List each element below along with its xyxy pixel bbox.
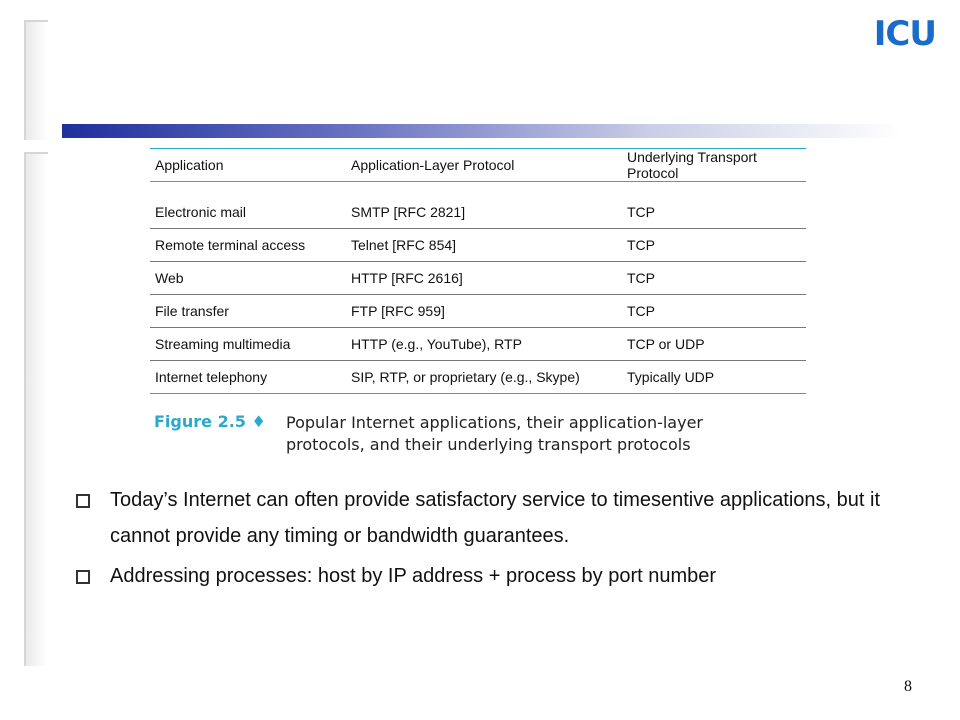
cell-app-protocol: SIP, RTP, or proprietary (e.g., Skype) <box>351 369 580 385</box>
table-row <box>150 262 806 295</box>
table-row <box>150 361 806 394</box>
cell-transport: TCP or UDP <box>627 336 705 352</box>
table-header <box>150 148 806 182</box>
header-application: Application <box>155 157 224 173</box>
bullet-list <box>76 486 896 602</box>
cell-app-protocol: FTP [RFC 959] <box>351 303 445 319</box>
bullet-item <box>76 562 896 594</box>
cell-app-protocol: HTTP (e.g., YouTube), RTP <box>351 336 522 352</box>
table-row <box>150 196 806 229</box>
cell-app-protocol: Telnet [RFC 854] <box>351 237 457 253</box>
cell-application: Internet telephony <box>155 369 268 385</box>
square-bullet-icon <box>76 494 90 508</box>
icu-logo: ICU <box>873 14 936 54</box>
cell-application: File transfer <box>155 303 229 319</box>
cell-transport: TCP <box>627 204 655 220</box>
left-decor-bar-top <box>24 20 48 140</box>
header-transport-protocol: Underlying Transport Protocol <box>627 149 757 181</box>
bullet-text: Addressing processes: host by IP address + process by port number <box>110 565 717 587</box>
figure-label: Figure 2.5 ♦ <box>154 412 266 431</box>
title-gradient-rule <box>62 124 902 138</box>
bullet-text: Today’s Internet can often provide satisfactory service to timesentive applications, but it cannot provide any timing or bandwidth guarantees. <box>110 489 881 547</box>
cell-app-protocol: SMTP [RFC 2821] <box>351 204 466 220</box>
table-row <box>150 295 806 328</box>
cell-app-protocol: HTTP [RFC 2616] <box>351 270 463 286</box>
figure-caption-text: Popular Internet applications, their application-layer protocols, and their underlying transport protocols <box>286 413 703 454</box>
protocol-table <box>150 148 806 394</box>
cell-transport: TCP <box>627 303 655 319</box>
square-bullet-icon <box>76 570 90 584</box>
cell-application: Web <box>155 270 184 286</box>
cell-application: Electronic mail <box>155 204 247 220</box>
cell-transport: Typically UDP <box>627 369 715 385</box>
left-decor-bar-bottom <box>24 152 48 666</box>
cell-application: Streaming multimedia <box>155 336 291 352</box>
cell-application: Remote terminal access <box>155 237 306 253</box>
cell-transport: TCP <box>627 237 655 253</box>
figure-caption <box>154 412 794 456</box>
cell-transport: TCP <box>627 270 655 286</box>
header-app-layer-protocol: Application-Layer Protocol <box>351 157 515 173</box>
table-row <box>150 328 806 361</box>
bullet-item <box>76 486 896 554</box>
page-number: 8 <box>904 678 912 695</box>
table-row <box>150 229 806 262</box>
